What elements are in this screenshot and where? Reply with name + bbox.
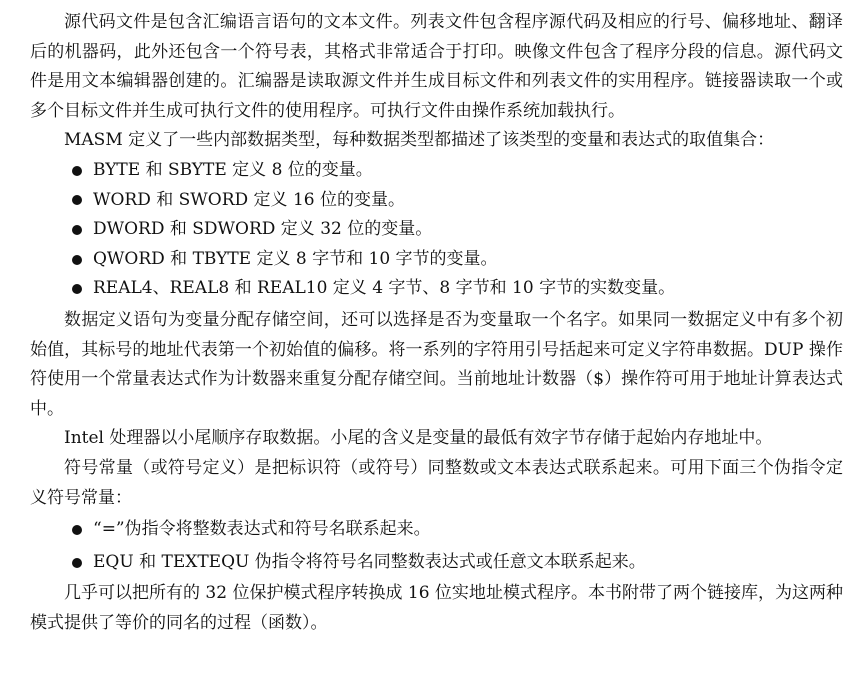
data-type-list [30, 156, 843, 304]
bullet-icon [72, 195, 82, 205]
list-item-text: EQU 和 TEXTEQU 伪指令将符号名同整数表达式或任意文本联系起来。 [93, 552, 646, 573]
bullet-icon [72, 558, 82, 568]
paragraph-file-types: 源代码文件是包含汇编语言语句的文本文件。列表文件包含程序源代码及相应的行号、偏移地址、翻译后的机器码，此外还包含一个符号表，其格式非常适合于打印。映像文件包含了程序分段的信息。源代码文件是用文本编辑器创建的。汇编器是读取源文件并生成目标文件和列表文件的实用程序。链接器读取一个或多个目标文件并生成可执行文件的使用程序。可执行文件由操作系统加载执行。 [30, 12, 843, 121]
list-item-text: WORD 和 SWORD 定义 16 位的变量。 [93, 189, 405, 210]
directive-list [30, 513, 843, 579]
paragraph-data-definition: 数据定义语句为变量分配存储空间，还可以选择是否为变量取一个名字。如果同一数据定义中有多个初始值，其标号的地址代表第一个初始值的偏移。将一系列的字符用引号括起来可定义字符串数据。DUP 操作符使用一个常量表达式作为计数器来重复分配存储空间。当前地址计数器（$）操作符可用于地址计算表达式中。 [30, 309, 843, 419]
list-item-text: QWORD 和 TBYTE 定义 8 字节和 10 字节的变量。 [93, 248, 498, 269]
list-item [70, 274, 843, 304]
list-item [70, 186, 843, 216]
bullet-icon [72, 255, 82, 265]
paragraph-masm-data-types: MASM 定义了一些内部数据类型，每种数据类型都描述了该类型的变量和表达式的取值集合： [64, 130, 775, 151]
list-item-text: REAL4、REAL8 和 REAL10 定义 4 字节、8 字节和 10 字节的实数变量。 [93, 278, 676, 299]
paragraph-little-endian: Intel 处理器以小尾顺序存取数据。小尾的含义是变量的最低有效字节存储于起始内存地址中。 [64, 428, 773, 449]
bullet-icon [72, 166, 82, 176]
bullet-icon [72, 284, 82, 294]
list-item-text: DWORD 和 SDWORD 定义 32 位的变量。 [93, 219, 433, 240]
list-item [70, 245, 843, 275]
list-item [70, 156, 843, 186]
list-item [70, 215, 843, 245]
paragraph-real-mode: 几乎可以把所有的 32 位保护模式程序转换成 16 位实地址模式程序。本书附带了两个链接库，为这两种模式提供了等价的同名的过程（函数）。 [30, 583, 843, 633]
list-item [70, 513, 843, 546]
list-item-text: BYTE 和 SBYTE 定义 8 位的变量。 [93, 159, 373, 180]
list-item-text: “=”伪指令将整数表达式和符号名联系起来。 [93, 519, 431, 540]
bullet-icon [72, 225, 82, 235]
list-item [70, 546, 843, 579]
bullet-icon [72, 525, 82, 535]
paragraph-symbolic-constants: 符号常量（或符号定义）是把标识符（或符号）同整数或文本表达式联系起来。可用下面三个伪指令定义符号常量： [30, 457, 843, 508]
